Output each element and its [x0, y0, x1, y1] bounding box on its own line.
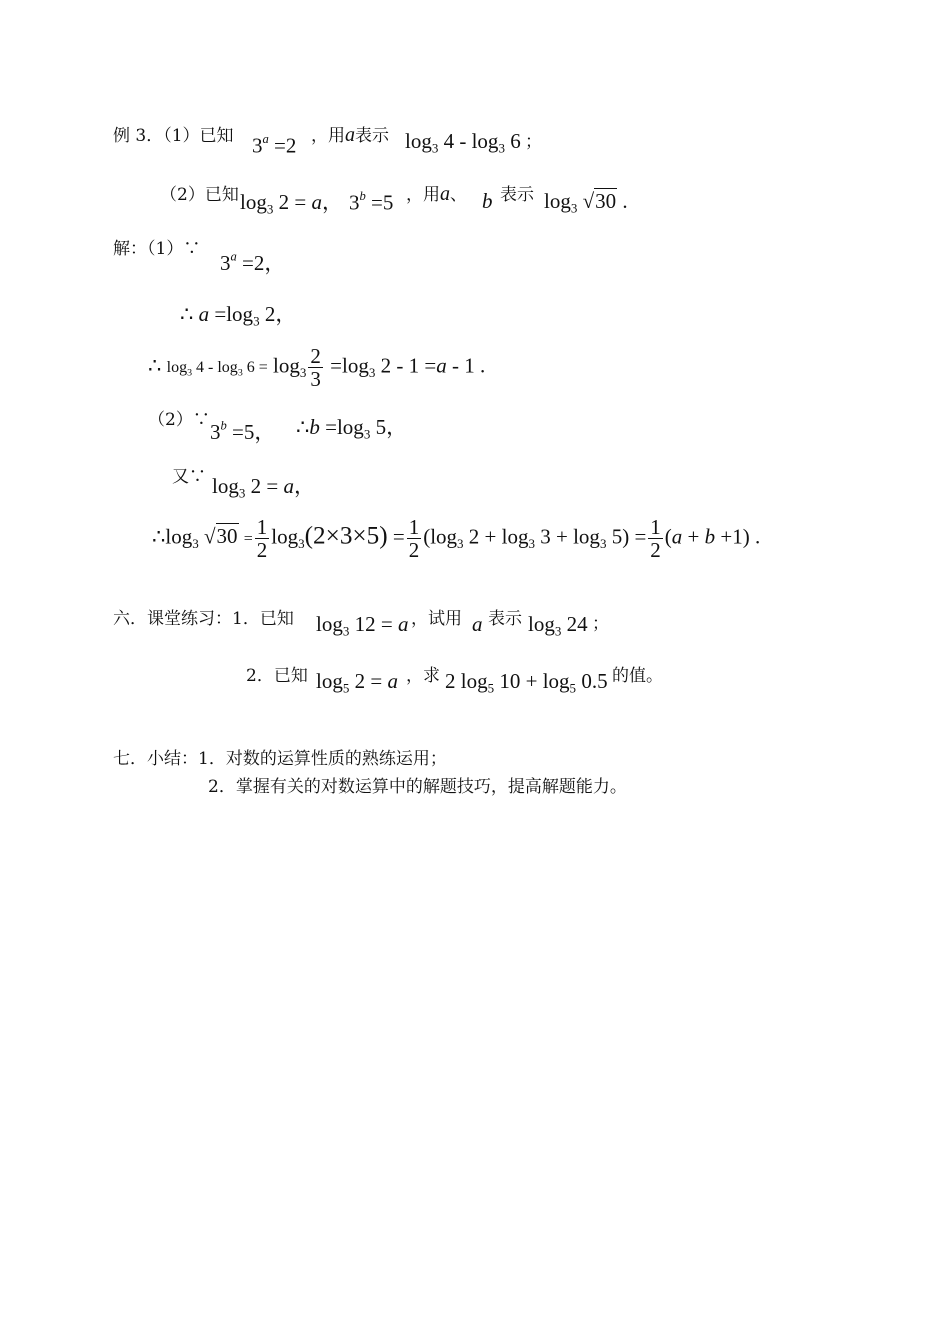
given-equation-1: 3$^a$ =2: [252, 132, 297, 158]
also-label: 又∵: [172, 467, 206, 487]
solution-given-2: 3$^b$ =5，: [210, 418, 276, 444]
solution-given-1: 3$^a$ =2，: [220, 249, 286, 275]
summary-line-1: 七．小结：1．对数的运算性质的熟练运用；: [113, 749, 447, 769]
practice-q1-given: $\log_3 12 = a$: [316, 612, 409, 639]
practice-q1-target: $\log_3 24$: [528, 612, 588, 639]
practice-q2-given: $\log_5 2 = a$: [316, 669, 398, 696]
practice-q1-express: 表示: [488, 609, 522, 629]
solution-part2-label: （2）∵: [148, 410, 210, 430]
part2-label: （2）已知: [160, 185, 239, 205]
solution-step-a: ∴ $a =\log_3$ 2，: [180, 302, 297, 329]
practice-q2-instruction: ，求: [406, 666, 440, 686]
solution-given-3: $\log_3 2 = a$，: [212, 474, 315, 501]
example3-label: 例 3．（1）已知: [113, 126, 234, 146]
practice-q1-end: ；: [592, 614, 609, 634]
practice-q2-label: 2．已知: [246, 666, 308, 686]
practice-q2-expression: 2 $\log_5 10 + \log_5 0.5$: [445, 669, 608, 696]
variable-b: b: [482, 189, 493, 213]
given-power-equation: 3$^b$ =5: [349, 189, 394, 215]
end-mark: ；: [525, 132, 542, 152]
solution-step-b: ∴b $=\log_3$ 5，: [296, 415, 408, 442]
practice-q2-end: 的值。: [612, 666, 663, 686]
practice-q1-instruction: ，试用: [411, 609, 462, 629]
solution-final-equation: $\therefore\log_3$ √30 = $\frac{1}{2}$ $\log_3(2\times 3\times 5)$ = $\frac{1}{2}$ ($\log_3$ $2 + \log_3 3 + \log_3 5$) = $\frac{1}{2}$ (a + b +1) .: [152, 515, 761, 563]
target-expression-2: $\log_3 √30$ .: [544, 189, 628, 216]
solution-step-compute: ∴ $\log_3 4 - \log_3 6 = \log_3$ $\frac{2}{3}$ $=\log_3$ 2 - 1 =a - 1 .: [148, 344, 486, 392]
instruction-text-2: ，用a、: [406, 183, 467, 205]
instruction-text: ，用a表示: [311, 124, 389, 146]
summary-line-2: 2．掌握有关的对数运算中的解题技巧，提高解题能力。: [208, 777, 627, 797]
solution-label: 解：（1）∵: [113, 239, 201, 259]
given-log-equation: $\log_3 2 = a$，: [240, 190, 343, 217]
practice-q1-var: a: [472, 612, 483, 636]
target-expression-1: $\log_3 4 - \log_3 6$: [405, 129, 521, 156]
practice-label: 六．课堂练习：1．已知: [113, 609, 294, 629]
express-text: 表示: [500, 185, 534, 205]
